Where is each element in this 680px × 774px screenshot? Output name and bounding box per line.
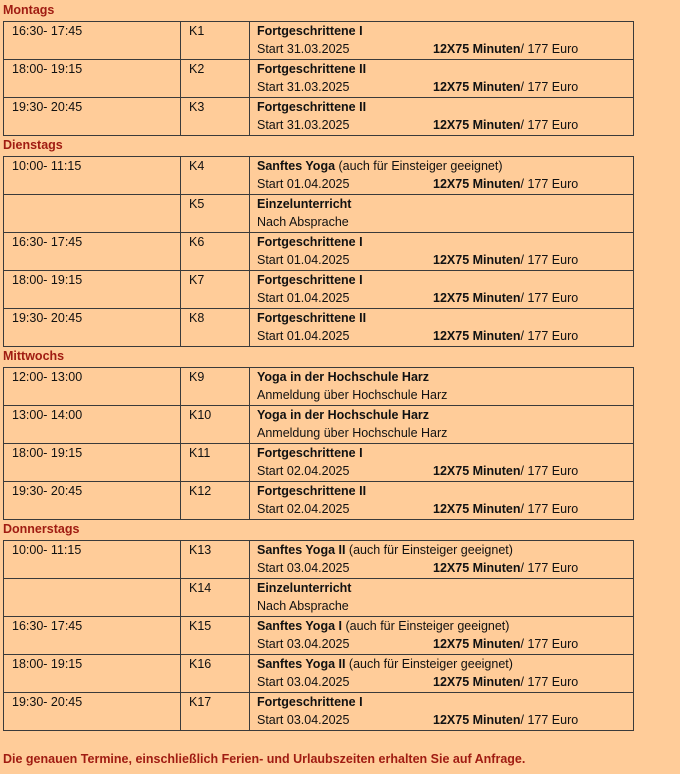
course-duration-price: [433, 502, 578, 516]
table-row: [4, 157, 633, 195]
course-price: / 177 Euro: [520, 42, 579, 56]
course-code: K13: [189, 543, 212, 557]
table-row: [4, 60, 633, 98]
course-time: 16:30- 17:45: [12, 235, 83, 249]
course-price: / 177 Euro: [520, 253, 579, 267]
course-title-line: [257, 159, 503, 173]
course-code: K15: [189, 619, 212, 633]
course-duration: 12X75 Minuten: [433, 253, 521, 267]
course-duration-price: [433, 118, 578, 132]
course-time: 18:00- 19:15: [12, 62, 83, 76]
course-start: Anmeldung über Hochschule Harz: [257, 426, 448, 440]
course-title: Fortgeschrittene I: [257, 695, 363, 709]
course-title: Fortgeschrittene II: [257, 62, 367, 76]
table-row: [4, 655, 633, 693]
schedule-table-montags: [3, 21, 634, 136]
course-price: / 177 Euro: [520, 502, 579, 516]
course-title: Fortgeschrittene I: [257, 235, 363, 249]
course-code: K1: [189, 24, 205, 38]
course-title-line: [257, 311, 366, 325]
course-code: K4: [189, 159, 205, 173]
course-duration-price: [433, 253, 578, 267]
course-time: 16:30- 17:45: [12, 24, 83, 38]
course-start: Start 02.04.2025: [257, 464, 350, 478]
course-price: / 177 Euro: [520, 291, 579, 305]
course-title: Fortgeschrittene I: [257, 446, 363, 460]
course-time: 18:00- 19:15: [12, 273, 83, 287]
course-code: K14: [189, 581, 212, 595]
course-code: K8: [189, 311, 205, 325]
day-heading-dienstags: Dienstags: [3, 138, 63, 152]
course-duration: 12X75 Minuten: [433, 291, 521, 305]
schedule-table-donnerstags: [3, 540, 634, 731]
course-duration: 12X75 Minuten: [433, 329, 521, 343]
course-note: (auch für Einsteiger geeignet): [335, 159, 503, 173]
course-price: / 177 Euro: [520, 675, 579, 689]
course-start: Start 01.04.2025: [257, 253, 350, 267]
course-time: 16:30- 17:45: [12, 619, 83, 633]
course-time: 10:00- 11:15: [12, 159, 82, 173]
course-code: K5: [189, 197, 205, 211]
course-code: K7: [189, 273, 205, 287]
course-title: Sanftes Yoga: [257, 159, 336, 173]
course-title: Sanftes Yoga II: [257, 657, 346, 671]
course-time: 10:00- 11:15: [12, 543, 82, 557]
course-time: 12:00- 13:00: [12, 370, 83, 384]
course-start: Start 31.03.2025: [257, 42, 350, 56]
schedule-table-mittwochs: [3, 367, 634, 520]
course-code: K11: [189, 446, 211, 460]
schedule-table-dienstags: [3, 156, 634, 347]
table-row: [4, 98, 633, 136]
course-start: Start 03.04.2025: [257, 561, 350, 575]
table-row: [4, 233, 633, 271]
course-time: 19:30- 20:45: [12, 311, 83, 325]
day-heading-mittwochs: Mittwochs: [3, 349, 65, 363]
course-code: K12: [189, 484, 212, 498]
course-price: / 177 Euro: [520, 561, 579, 575]
course-start: Start 03.04.2025: [257, 675, 350, 689]
course-start: Start 01.04.2025: [257, 291, 350, 305]
course-duration: 12X75 Minuten: [433, 637, 521, 651]
table-row: [4, 482, 633, 520]
course-time: 18:00- 19:15: [12, 657, 83, 671]
course-start: Start 31.03.2025: [257, 118, 350, 132]
course-title-line: [257, 235, 363, 249]
course-start: Start 02.04.2025: [257, 502, 350, 516]
course-time: 18:00- 19:15: [12, 446, 83, 460]
course-note: (auch für Einsteiger geeignet): [345, 543, 513, 557]
course-duration: 12X75 Minuten: [433, 177, 521, 191]
course-title-line: [257, 370, 429, 384]
course-code: K2: [189, 62, 205, 76]
course-price: / 177 Euro: [520, 80, 579, 94]
course-title-line: [257, 408, 429, 422]
course-price: / 177 Euro: [520, 118, 579, 132]
course-duration: 12X75 Minuten: [433, 713, 521, 727]
course-duration-price: [433, 561, 578, 575]
course-title: Einzelunterricht: [257, 581, 352, 595]
table-row: [4, 368, 633, 406]
course-duration: 12X75 Minuten: [433, 464, 521, 478]
course-duration: 12X75 Minuten: [433, 561, 521, 575]
table-row: [4, 271, 633, 309]
table-row: [4, 309, 633, 347]
course-price: / 177 Euro: [520, 329, 579, 343]
table-row: [4, 617, 633, 655]
course-title: Fortgeschrittene I: [257, 273, 363, 287]
course-title: Fortgeschrittene II: [257, 484, 367, 498]
course-title-line: [257, 24, 363, 38]
course-duration: 12X75 Minuten: [433, 42, 521, 56]
course-price: / 177 Euro: [520, 464, 579, 478]
course-time: 19:30- 20:45: [12, 695, 83, 709]
course-duration-price: [433, 713, 578, 727]
course-code: K16: [189, 657, 212, 671]
table-row: [4, 693, 633, 731]
table-row: [4, 579, 633, 617]
course-title: Fortgeschrittene II: [257, 311, 367, 325]
course-start: Nach Absprache: [257, 215, 349, 229]
table-row: [4, 195, 633, 233]
course-start: Start 01.04.2025: [257, 177, 350, 191]
table-row: [4, 444, 633, 482]
course-title-line: [257, 484, 366, 498]
course-title: Yoga in der Hochschule Harz: [257, 408, 430, 422]
course-duration: 12X75 Minuten: [433, 502, 521, 516]
course-title-line: [257, 581, 351, 595]
course-title: Sanftes Yoga I: [257, 619, 342, 633]
course-title: Fortgeschrittene I: [257, 24, 363, 38]
course-code: K3: [189, 100, 205, 114]
course-note: (auch für Einsteiger geeignet): [345, 657, 513, 671]
course-duration-price: [433, 675, 578, 689]
course-title-line: [257, 657, 513, 671]
course-code: K6: [189, 235, 205, 249]
course-code: K17: [189, 695, 212, 709]
course-title-line: [257, 446, 363, 460]
course-start: Start 03.04.2025: [257, 637, 350, 651]
course-start: Start 01.04.2025: [257, 329, 350, 343]
course-duration: 12X75 Minuten: [433, 675, 521, 689]
course-duration-price: [433, 464, 578, 478]
course-duration-price: [433, 329, 578, 343]
course-title-line: [257, 62, 366, 76]
table-row: [4, 22, 633, 60]
table-row: [4, 541, 633, 579]
course-title-line: [257, 100, 366, 114]
course-duration: 12X75 Minuten: [433, 80, 521, 94]
course-title-line: [257, 273, 363, 287]
course-title-line: [257, 543, 513, 557]
course-time: 13:00- 14:00: [12, 408, 83, 422]
course-time: 19:30- 20:45: [12, 100, 83, 114]
course-start: Nach Absprache: [257, 599, 349, 613]
course-title-line: [257, 197, 351, 211]
course-start: Start 03.04.2025: [257, 713, 350, 727]
course-title: Sanftes Yoga II: [257, 543, 346, 557]
course-title: Fortgeschrittene II: [257, 100, 367, 114]
footer-note: Die genauen Termine, einschließlich Ferien- und Urlaubszeiten erhalten Sie auf Anfrage.: [3, 752, 526, 766]
course-title-line: [257, 619, 509, 633]
course-duration: 12X75 Minuten: [433, 118, 521, 132]
table-row: [4, 406, 633, 444]
course-price: / 177 Euro: [520, 637, 579, 651]
course-time: 19:30- 20:45: [12, 484, 83, 498]
day-heading-donnerstags: Donnerstags: [3, 522, 80, 536]
course-price: / 177 Euro: [520, 177, 579, 191]
course-start: Anmeldung über Hochschule Harz: [257, 388, 448, 402]
course-duration-price: [433, 637, 578, 651]
course-title: Yoga in der Hochschule Harz: [257, 370, 430, 384]
course-code: K9: [189, 370, 205, 384]
course-price: / 177 Euro: [520, 713, 579, 727]
course-duration-price: [433, 80, 578, 94]
course-note: (auch für Einsteiger geeignet): [341, 619, 510, 633]
course-start: Start 31.03.2025: [257, 80, 350, 94]
course-title: Einzelunterricht: [257, 197, 352, 211]
course-duration-price: [433, 42, 578, 56]
course-duration-price: [433, 177, 578, 191]
day-heading-montags: Montags: [3, 3, 55, 17]
course-duration-price: [433, 291, 578, 305]
course-code: K10: [189, 408, 212, 422]
course-title-line: [257, 695, 363, 709]
